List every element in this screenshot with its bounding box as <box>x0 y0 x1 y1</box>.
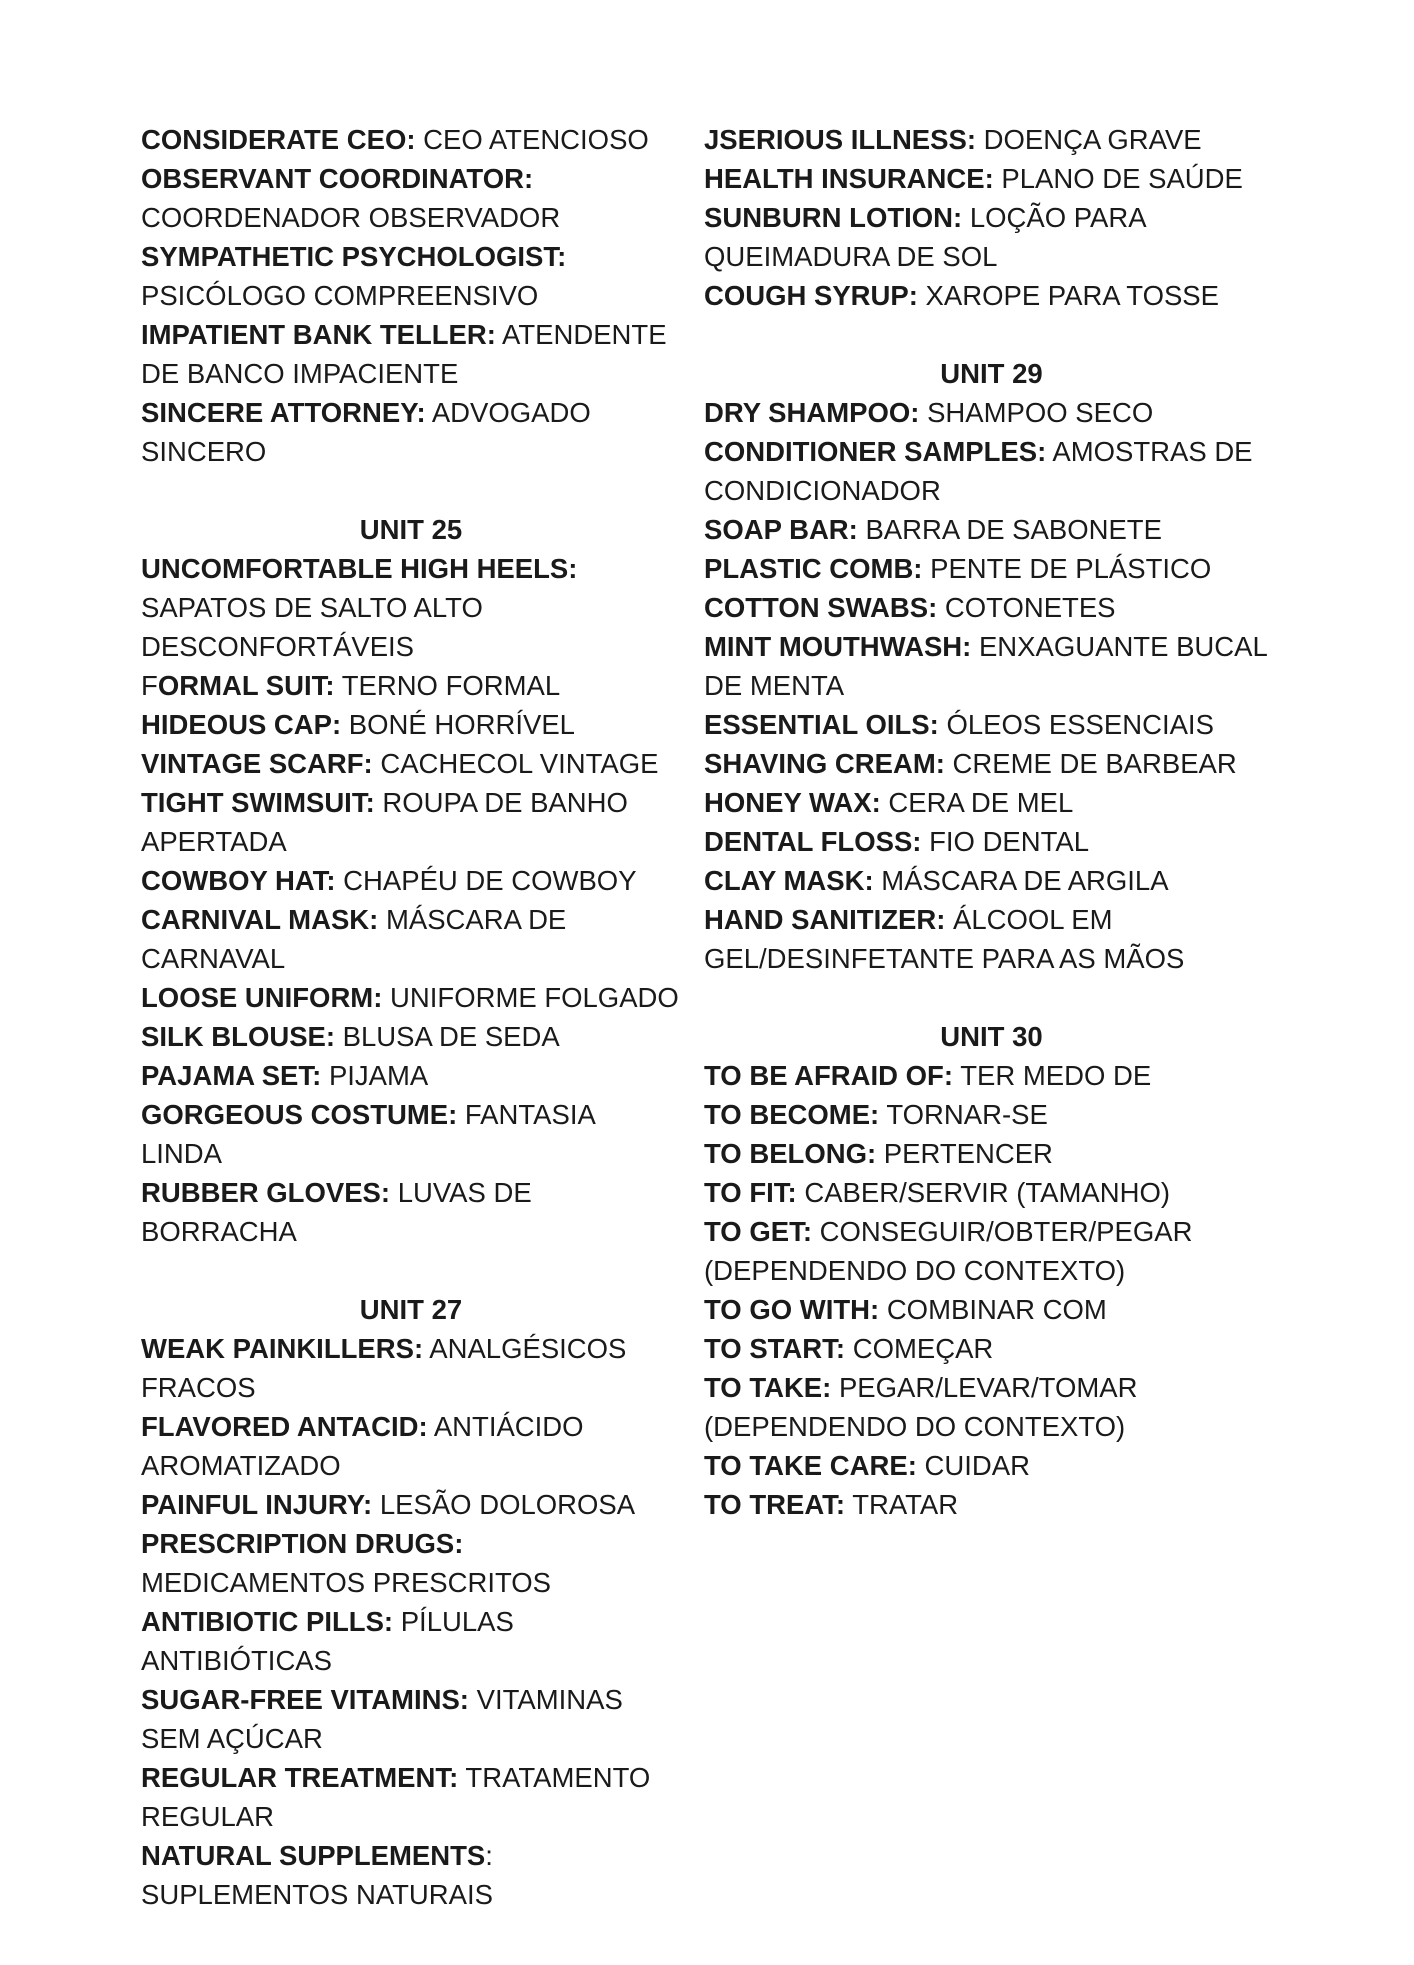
glossary-entry <box>704 822 1279 861</box>
portuguese-translation: PSICÓLOGO COMPREENSIVO <box>141 280 539 311</box>
english-term: TO BELONG: <box>704 1138 877 1169</box>
english-term: ANTIBIOTIC PILLS: <box>141 1606 394 1637</box>
glossary-entry <box>704 432 1279 510</box>
portuguese-translation: XAROPE PARA TOSSE <box>925 280 1219 311</box>
english-term: TO START: <box>704 1333 846 1364</box>
english-term: PRESCRIPTION DRUGS: <box>141 1528 464 1559</box>
glossary-entry <box>704 1329 1279 1368</box>
english-term: COTTON SWABS: <box>704 592 938 623</box>
glossary-entry <box>141 1524 681 1602</box>
glossary-entry <box>704 1290 1279 1329</box>
glossary-entry <box>141 237 681 315</box>
glossary-entry <box>704 1095 1279 1134</box>
portuguese-translation: CREME DE BARBEAR <box>952 748 1237 779</box>
english-term: TO TREAT: <box>704 1489 846 1520</box>
glossary-entry <box>141 783 681 861</box>
glossary-entry <box>704 744 1279 783</box>
unit-30-heading: UNIT 30 <box>940 1021 1043 1052</box>
glossary-entry <box>704 393 1279 432</box>
portuguese-translation: CHAPÉU DE COWBOY <box>343 865 637 896</box>
portuguese-translation: PIJAMA <box>328 1060 429 1091</box>
english-term: DRY SHAMPOO: <box>704 397 920 428</box>
glossary-entry <box>141 861 681 900</box>
english-term: TO BECOME: <box>704 1099 880 1130</box>
english-term: SINCERE ATTORNEY: <box>141 397 426 428</box>
portuguese-translation: PEGAR/LEVAR/TOMAR (DEPENDENDO DO CONTEXTO) <box>704 1372 1138 1442</box>
glossary-entry <box>141 549 681 666</box>
portuguese-translation: AMOSTRAS DE CONDICIONADOR <box>704 436 1253 506</box>
english-term: OBSERVANT COORDINATOR: <box>141 163 534 194</box>
glossary-entry <box>704 900 1279 978</box>
glossary-entry <box>141 1836 681 1914</box>
english-term: SUGAR-FREE VITAMINS: <box>141 1684 469 1715</box>
portuguese-translation: CEO ATENCIOSO <box>423 124 649 155</box>
glossary-entry <box>704 1134 1279 1173</box>
english-term: SILK BLOUSE: <box>141 1021 336 1052</box>
portuguese-translation: TRATAR <box>852 1489 959 1520</box>
english-term: TIGHT SWIMSUIT: <box>141 787 375 818</box>
right-column <box>704 120 1279 1524</box>
english-term: SHAVING CREAM: <box>704 748 945 779</box>
portuguese-translation: BONÉ HORRÍVEL <box>348 709 575 740</box>
left-column <box>141 120 681 1914</box>
glossary-entry <box>704 1446 1279 1485</box>
glossary-entry <box>704 510 1279 549</box>
english-term: IMPATIENT BANK TELLER: <box>141 319 496 350</box>
glossary-entry <box>141 1602 681 1680</box>
english-term: VINTAGE SCARF: <box>141 748 373 779</box>
english-term: TO GET: <box>704 1216 812 1247</box>
portuguese-translation: ÁLCOOL EM GEL/DESINFETANTE PARA AS MÃOS <box>704 904 1185 974</box>
english-term: SUNBURN LOTION: <box>704 202 963 233</box>
glossary-entry <box>704 588 1279 627</box>
glossary-entry <box>141 1017 681 1056</box>
english-term: WEAK PAINKILLERS: <box>141 1333 424 1364</box>
portuguese-translation: TORNAR-SE <box>886 1099 1048 1130</box>
glossary-entry <box>704 783 1279 822</box>
portuguese-translation: COTONETES <box>944 592 1116 623</box>
english-term: HAND SANITIZER: <box>704 904 946 935</box>
glossary-entry <box>141 1758 681 1836</box>
glossary-entry <box>141 1485 681 1524</box>
glossary-entry <box>141 1407 681 1485</box>
portuguese-translation: BARRA DE SABONETE <box>865 514 1162 545</box>
portuguese-translation: MÁSCARA DE ARGILA <box>881 865 1169 896</box>
portuguese-translation: BLUSA DE SEDA <box>342 1021 560 1052</box>
portuguese-translation: SHAMPOO SECO <box>927 397 1154 428</box>
glossary-entry <box>704 549 1279 588</box>
english-term: TO BE AFRAID OF: <box>704 1060 954 1091</box>
portuguese-translation: COMBINAR COM <box>886 1294 1107 1325</box>
portuguese-translation: DOENÇA GRAVE <box>983 124 1202 155</box>
glossary-entry <box>141 705 681 744</box>
portuguese-translation: FIO DENTAL <box>929 826 1090 857</box>
english-term: CLAY MASK: <box>704 865 874 896</box>
portuguese-translation: PERTENCER <box>883 1138 1053 1169</box>
glossary-entry <box>141 1173 681 1251</box>
english-term: LOOSE UNIFORM: <box>141 982 383 1013</box>
glossary-entry <box>704 861 1279 900</box>
english-term: ESSENTIAL OILS: <box>704 709 939 740</box>
portuguese-translation: PÍLULAS ANTIBIÓTICAS <box>141 1606 514 1676</box>
portuguese-translation: PENTE DE PLÁSTICO <box>930 553 1212 584</box>
english-term: HONEY WAX: <box>704 787 881 818</box>
portuguese-translation: ENXAGUANTE BUCAL DE MENTA <box>704 631 1267 701</box>
english-term: TO FIT: <box>704 1177 797 1208</box>
portuguese-translation: ÓLEOS ESSENCIAIS <box>946 709 1214 740</box>
portuguese-translation: CONSEGUIR/OBTER/PEGAR (DEPENDENDO DO CONTEXTO) <box>704 1216 1193 1286</box>
portuguese-translation: TRATAMENTO REGULAR <box>141 1762 651 1832</box>
english-term: ORMAL SUIT: <box>157 670 335 701</box>
english-term: CONDITIONER SAMPLES: <box>704 436 1047 467</box>
english-term: HIDEOUS CAP: <box>141 709 342 740</box>
english-term: DENTAL FLOSS: <box>704 826 922 857</box>
glossary-entry <box>141 315 681 393</box>
portuguese-translation: CABER/SERVIR (TAMANHO) <box>804 1177 1171 1208</box>
portuguese-translation: UNIFORME FOLGADO <box>390 982 679 1013</box>
unit-25-heading: UNIT 25 <box>359 514 463 545</box>
glossary-entry <box>141 900 681 978</box>
glossary-entry <box>704 1056 1279 1095</box>
glossary-entry <box>141 1095 681 1173</box>
english-term: COUGH SYRUP: <box>704 280 918 311</box>
glossary-entry <box>704 1368 1279 1446</box>
english-term: SYMPATHETIC PSYCHOLOGIST: <box>141 241 567 272</box>
portuguese-translation: SAPATOS DE SALTO ALTO DESCONFORTÁVEIS <box>141 592 483 662</box>
glossary-entry <box>704 276 1279 315</box>
portuguese-translation: CACHECOL VINTAGE <box>380 748 659 779</box>
portuguese-translation: ANALGÉSICOS FRACOS <box>141 1333 627 1403</box>
portuguese-translation: CUIDAR <box>924 1450 1030 1481</box>
english-term: REGULAR TREATMENT: <box>141 1762 459 1793</box>
term-suffix: : <box>485 1840 493 1871</box>
english-term: PAJAMA SET: <box>141 1060 322 1091</box>
portuguese-translation: COORDENADOR OBSERVADOR <box>141 202 561 233</box>
portuguese-translation: ANTIÁCIDO AROMATIZADO <box>141 1411 584 1481</box>
glossary-entry <box>704 1212 1279 1290</box>
glossary-entry <box>141 393 681 471</box>
glossary-entry <box>704 627 1279 705</box>
english-term: FLAVORED ANTACID: <box>141 1411 428 1442</box>
english-term: RUBBER GLOVES: <box>141 1177 391 1208</box>
glossary-entry <box>141 1056 681 1095</box>
portuguese-translation: LUVAS DE BORRACHA <box>141 1177 532 1247</box>
english-term: TO TAKE: <box>704 1372 832 1403</box>
english-term: UNCOMFORTABLE HIGH HEELS: <box>141 553 578 584</box>
glossary-entry <box>141 666 681 705</box>
english-term: CONSIDERATE CEO: <box>141 124 416 155</box>
glossary-entry <box>704 120 1279 159</box>
portuguese-translation: SUPLEMENTOS NATURAIS <box>141 1879 493 1910</box>
glossary-entry <box>141 120 681 159</box>
portuguese-translation: MÁSCARA DE CARNAVAL <box>141 904 567 974</box>
english-term: JSERIOUS ILLNESS: <box>704 124 976 155</box>
glossary-entry <box>704 705 1279 744</box>
portuguese-translation: FANTASIA LINDA <box>141 1099 595 1169</box>
portuguese-translation: TERNO FORMAL <box>341 670 561 701</box>
portuguese-translation: COMEÇAR <box>852 1333 994 1364</box>
portuguese-translation: ROUPA DE BANHO APERTADA <box>141 787 628 857</box>
glossary-entry <box>704 1173 1279 1212</box>
english-term: MINT MOUTHWASH: <box>704 631 972 662</box>
glossary-entry <box>704 198 1279 276</box>
portuguese-translation: TER MEDO DE <box>960 1060 1152 1091</box>
glossary-entry <box>141 1329 681 1407</box>
glossary-entry <box>141 1680 681 1758</box>
english-term: COWBOY HAT: <box>141 865 336 896</box>
glossary-entry <box>141 978 681 1017</box>
portuguese-translation: ATENDENTE DE BANCO IMPACIENTE <box>141 319 667 389</box>
glossary-entry <box>141 159 681 237</box>
glossary-entry <box>704 1485 1279 1524</box>
english-term: HEALTH INSURANCE: <box>704 163 994 194</box>
portuguese-translation: ADVOGADO SINCERO <box>141 397 591 467</box>
portuguese-translation: VITAMINAS SEM AÇÚCAR <box>141 1684 623 1754</box>
portuguese-translation: PLANO DE SAÚDE <box>1001 163 1243 194</box>
unit-29-heading: UNIT 29 <box>940 358 1043 389</box>
english-term: SOAP BAR: <box>704 514 858 545</box>
portuguese-translation: CERA DE MEL <box>888 787 1074 818</box>
english-term: GORGEOUS COSTUME: <box>141 1099 458 1130</box>
english-term: TO GO WITH: <box>704 1294 880 1325</box>
english-term: CARNIVAL MASK: <box>141 904 379 935</box>
term-prefix: F <box>141 670 158 701</box>
unit-27-heading: UNIT 27 <box>359 1294 463 1325</box>
glossary-entry <box>704 159 1279 198</box>
english-term: PLASTIC COMB: <box>704 553 923 584</box>
glossary-entry <box>141 744 681 783</box>
portuguese-translation: MEDICAMENTOS PRESCRITOS <box>141 1567 552 1598</box>
english-term: NATURAL SUPPLEMENTS <box>141 1840 486 1871</box>
english-term: TO TAKE CARE: <box>704 1450 917 1481</box>
english-term: PAINFUL INJURY: <box>141 1489 373 1520</box>
portuguese-translation: LESÃO DOLOROSA <box>379 1489 636 1520</box>
portuguese-translation: LOÇÃO PARA QUEIMADURA DE SOL <box>704 202 1146 272</box>
